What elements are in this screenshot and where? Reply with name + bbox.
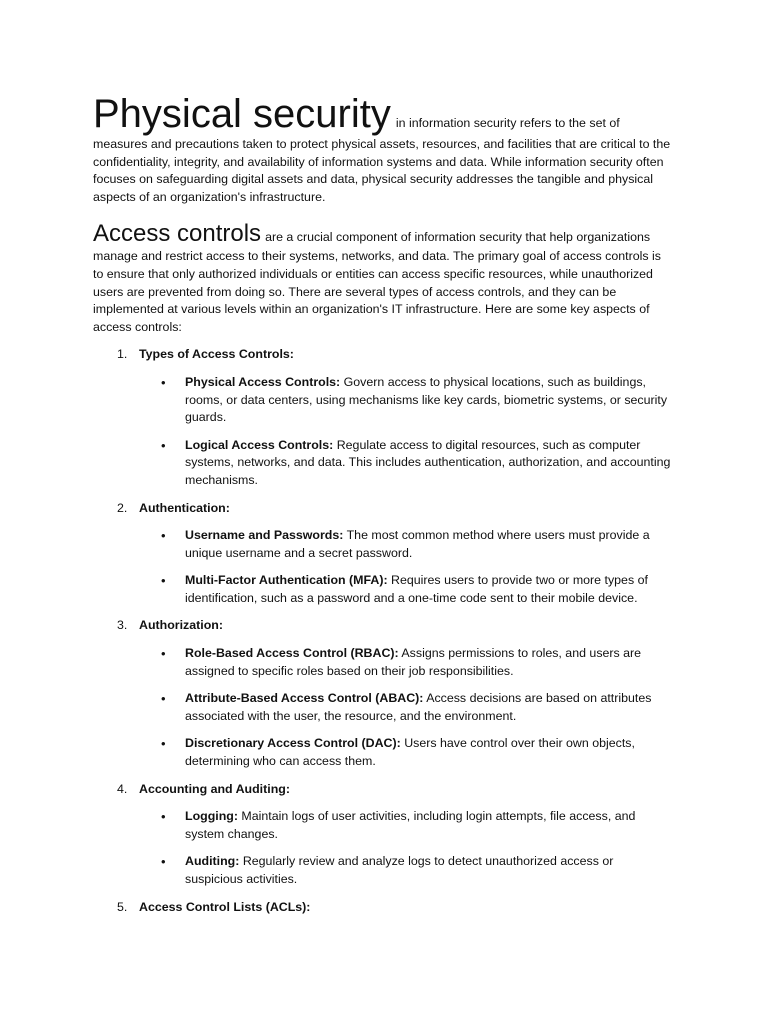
- intro-text: in information security refers to the set of measures and precautions taken to protect physical assets, resources, and facilities that are critical to the confidentiality, integrity, and availability of information systems and data. While information security often focuses on safeguarding digital assets and data, physical security addresses the tangible and physical aspects of an organization's infrastructure.: [93, 116, 671, 204]
- bullet-item: [139, 645, 674, 680]
- access-controls-paragraph: [93, 220, 674, 336]
- section-title: Types of Access Controls:: [139, 347, 294, 362]
- bullet-description: Maintain logs of user activities, including login attempts, file access, and system changes.: [185, 809, 636, 841]
- bullet-icon: •: [161, 646, 166, 662]
- bullet-term: Logical Access Controls:: [185, 437, 334, 452]
- bullet-item: [139, 690, 674, 725]
- bullet-term: Role-Based Access Control (RBAC):: [185, 646, 399, 661]
- bullet-icon: •: [161, 437, 166, 453]
- intro-paragraph: [93, 92, 674, 206]
- bullet-list: [139, 374, 674, 490]
- section-number: 5.: [117, 899, 128, 914]
- bullet-item: [139, 374, 674, 427]
- bullet-icon: •: [161, 736, 166, 752]
- bullet-description: Regulate access to digital resources, such as computer systems, networks, and data. This includes authentication, authorization, and accounting mechanisms.: [185, 437, 671, 487]
- bullet-icon: •: [161, 854, 166, 870]
- bullet-description: Access decisions are based on attributes associated with the user, the resource, and the environment.: [185, 691, 652, 723]
- section-number: 2.: [117, 500, 128, 515]
- bullet-icon: •: [161, 528, 166, 544]
- bullet-description: Users have control over their own objects, determining who can access them.: [185, 736, 635, 769]
- bullet-item: [139, 853, 674, 888]
- bullet-list: [139, 527, 674, 607]
- access-controls-heading: Access controls: [93, 220, 262, 248]
- bullet-term: Discretionary Access Control (DAC):: [185, 736, 401, 751]
- bullet-term: Logging:: [185, 809, 238, 824]
- bullet-icon: •: [161, 691, 166, 707]
- bullet-term: Physical Access Controls:: [185, 374, 341, 389]
- bullet-description: Regularly review and analyze logs to detect unauthorized access or suspicious activities.: [185, 854, 614, 886]
- section-title: Authorization:: [139, 618, 223, 633]
- bullet-description: The most common method where users must provide a unique username and a secret password.: [185, 528, 650, 560]
- section-item: [93, 781, 674, 889]
- bullet-term: Auditing:: [185, 854, 240, 869]
- section-title: Access Control Lists (ACLs):: [139, 899, 311, 914]
- bullet-list: [139, 808, 674, 888]
- bullet-item: [139, 527, 674, 562]
- bullet-icon: •: [161, 374, 166, 390]
- access-controls-text: are a crucial component of information security that help organizations manage and restrict access to their systems, networks, and data. The primary goal of access controls is to ensure that only authorized individuals or entities can access specific resources, while unauthorized users are prevented from doing so. There are several types of access controls, and they can be implemented at various levels within an organization's IT infrastructure. Here are some key aspects of access controls:: [93, 230, 661, 334]
- bullet-item: [139, 437, 674, 490]
- sections-list: [93, 346, 674, 916]
- section-item: [93, 617, 674, 770]
- section-number: 3.: [117, 618, 128, 633]
- bullet-list: [139, 645, 674, 771]
- bullet-item: [139, 572, 674, 607]
- section-item: [93, 346, 674, 489]
- bullet-item: [139, 808, 674, 843]
- bullet-term: Username and Passwords:: [185, 528, 344, 543]
- section-number: 1.: [117, 347, 128, 362]
- section-item: [93, 500, 674, 608]
- bullet-description: Requires users to provide two or more types of identification, such as a password and a one-time code sent to their mobile device.: [185, 573, 648, 605]
- bullet-item: [139, 735, 674, 770]
- bullet-icon: •: [161, 809, 166, 825]
- bullet-icon: •: [161, 573, 166, 589]
- section-number: 4.: [117, 781, 128, 796]
- bullet-description: Govern access to physical locations, such as buildings, rooms, or data centers, using mechanisms like key cards, biometric systems, or security guards.: [185, 374, 668, 425]
- bullet-description: Assigns permissions to roles, and users are assigned to specific roles based on their job responsibilities.: [185, 646, 642, 678]
- section-item: [93, 899, 674, 917]
- bullet-term: Attribute-Based Access Control (ABAC):: [185, 691, 424, 706]
- bullet-term: Multi-Factor Authentication (MFA):: [185, 573, 388, 588]
- section-title: Authentication:: [139, 500, 230, 515]
- section-title: Accounting and Auditing:: [139, 781, 290, 796]
- physical-security-heading: Physical security: [93, 92, 391, 136]
